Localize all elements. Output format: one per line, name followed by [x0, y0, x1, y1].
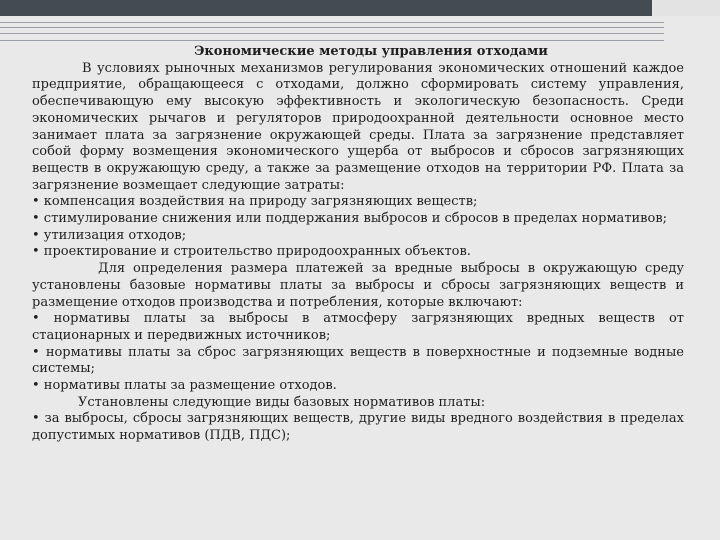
- document-title: Экономические методы управления отходами: [194, 44, 548, 59]
- list-item: • за выбросы, сбросы загрязняющих веществ, другие виды вредного воздействия в пределах допустимых нормативов (ПДВ, ПДС);: [32, 411, 684, 444]
- list-item: • нормативы платы за сброс загрязняющих веществ в поверхностные и подземные водные системы;: [32, 344, 684, 377]
- list-item: • проектирование и строительство природоохранных объектов.: [32, 244, 471, 260]
- list-item: • стимулирование снижения или поддержания выбросов и сбросов в пределах нормативов;: [32, 211, 668, 227]
- paragraph-rate-types: Установлены следующие виды базовых нормативов платы:: [78, 394, 486, 410]
- paragraph-intro: В условиях рыночных механизмов регулирования экономических отношений каждое предприятие, обращающееся с отходами, должно сформировать систему управления, обеспечивающую ему высокую эффективность и экологическую безопасность. Среди экономических рычагов и регуляторов природоохранной деятельности основное место занимает плата за загрязнение окружающей среды. Плата за загрязнение представляет собой форму возмещения экономического ущерба от выбросов и сбросов загрязняющих веществ в окружающую среду, а также за размещение отходов на территории РФ. Плата за загрязнение возмещает следующие затраты:: [32, 60, 684, 193]
- decorative-line: [0, 40, 664, 41]
- list-item: • нормативы платы за выбросы в атмосферу загрязняющих вредных веществ от стационарных и передвижных источников;: [32, 311, 684, 343]
- paragraph-base-rates: Для определения размера платежей за вредные выбросы в окружающую среду установлены базовые нормативы платы за выбросы и сбросы загрязняющих веществ и размещение отходов производства и потребления, которые включают:: [32, 261, 684, 310]
- decorative-line: [0, 33, 664, 34]
- decorative-line: [0, 22, 664, 23]
- document-body: [32, 44, 684, 445]
- list-item: • утилизация отходов;: [32, 227, 187, 243]
- list-item: • нормативы платы за размещение отходов.: [32, 378, 337, 394]
- slide-header-bar: [0, 0, 652, 16]
- decorative-line: [0, 27, 664, 28]
- list-item: • компенсация воздействия на природу загрязняющих веществ;: [32, 194, 478, 210]
